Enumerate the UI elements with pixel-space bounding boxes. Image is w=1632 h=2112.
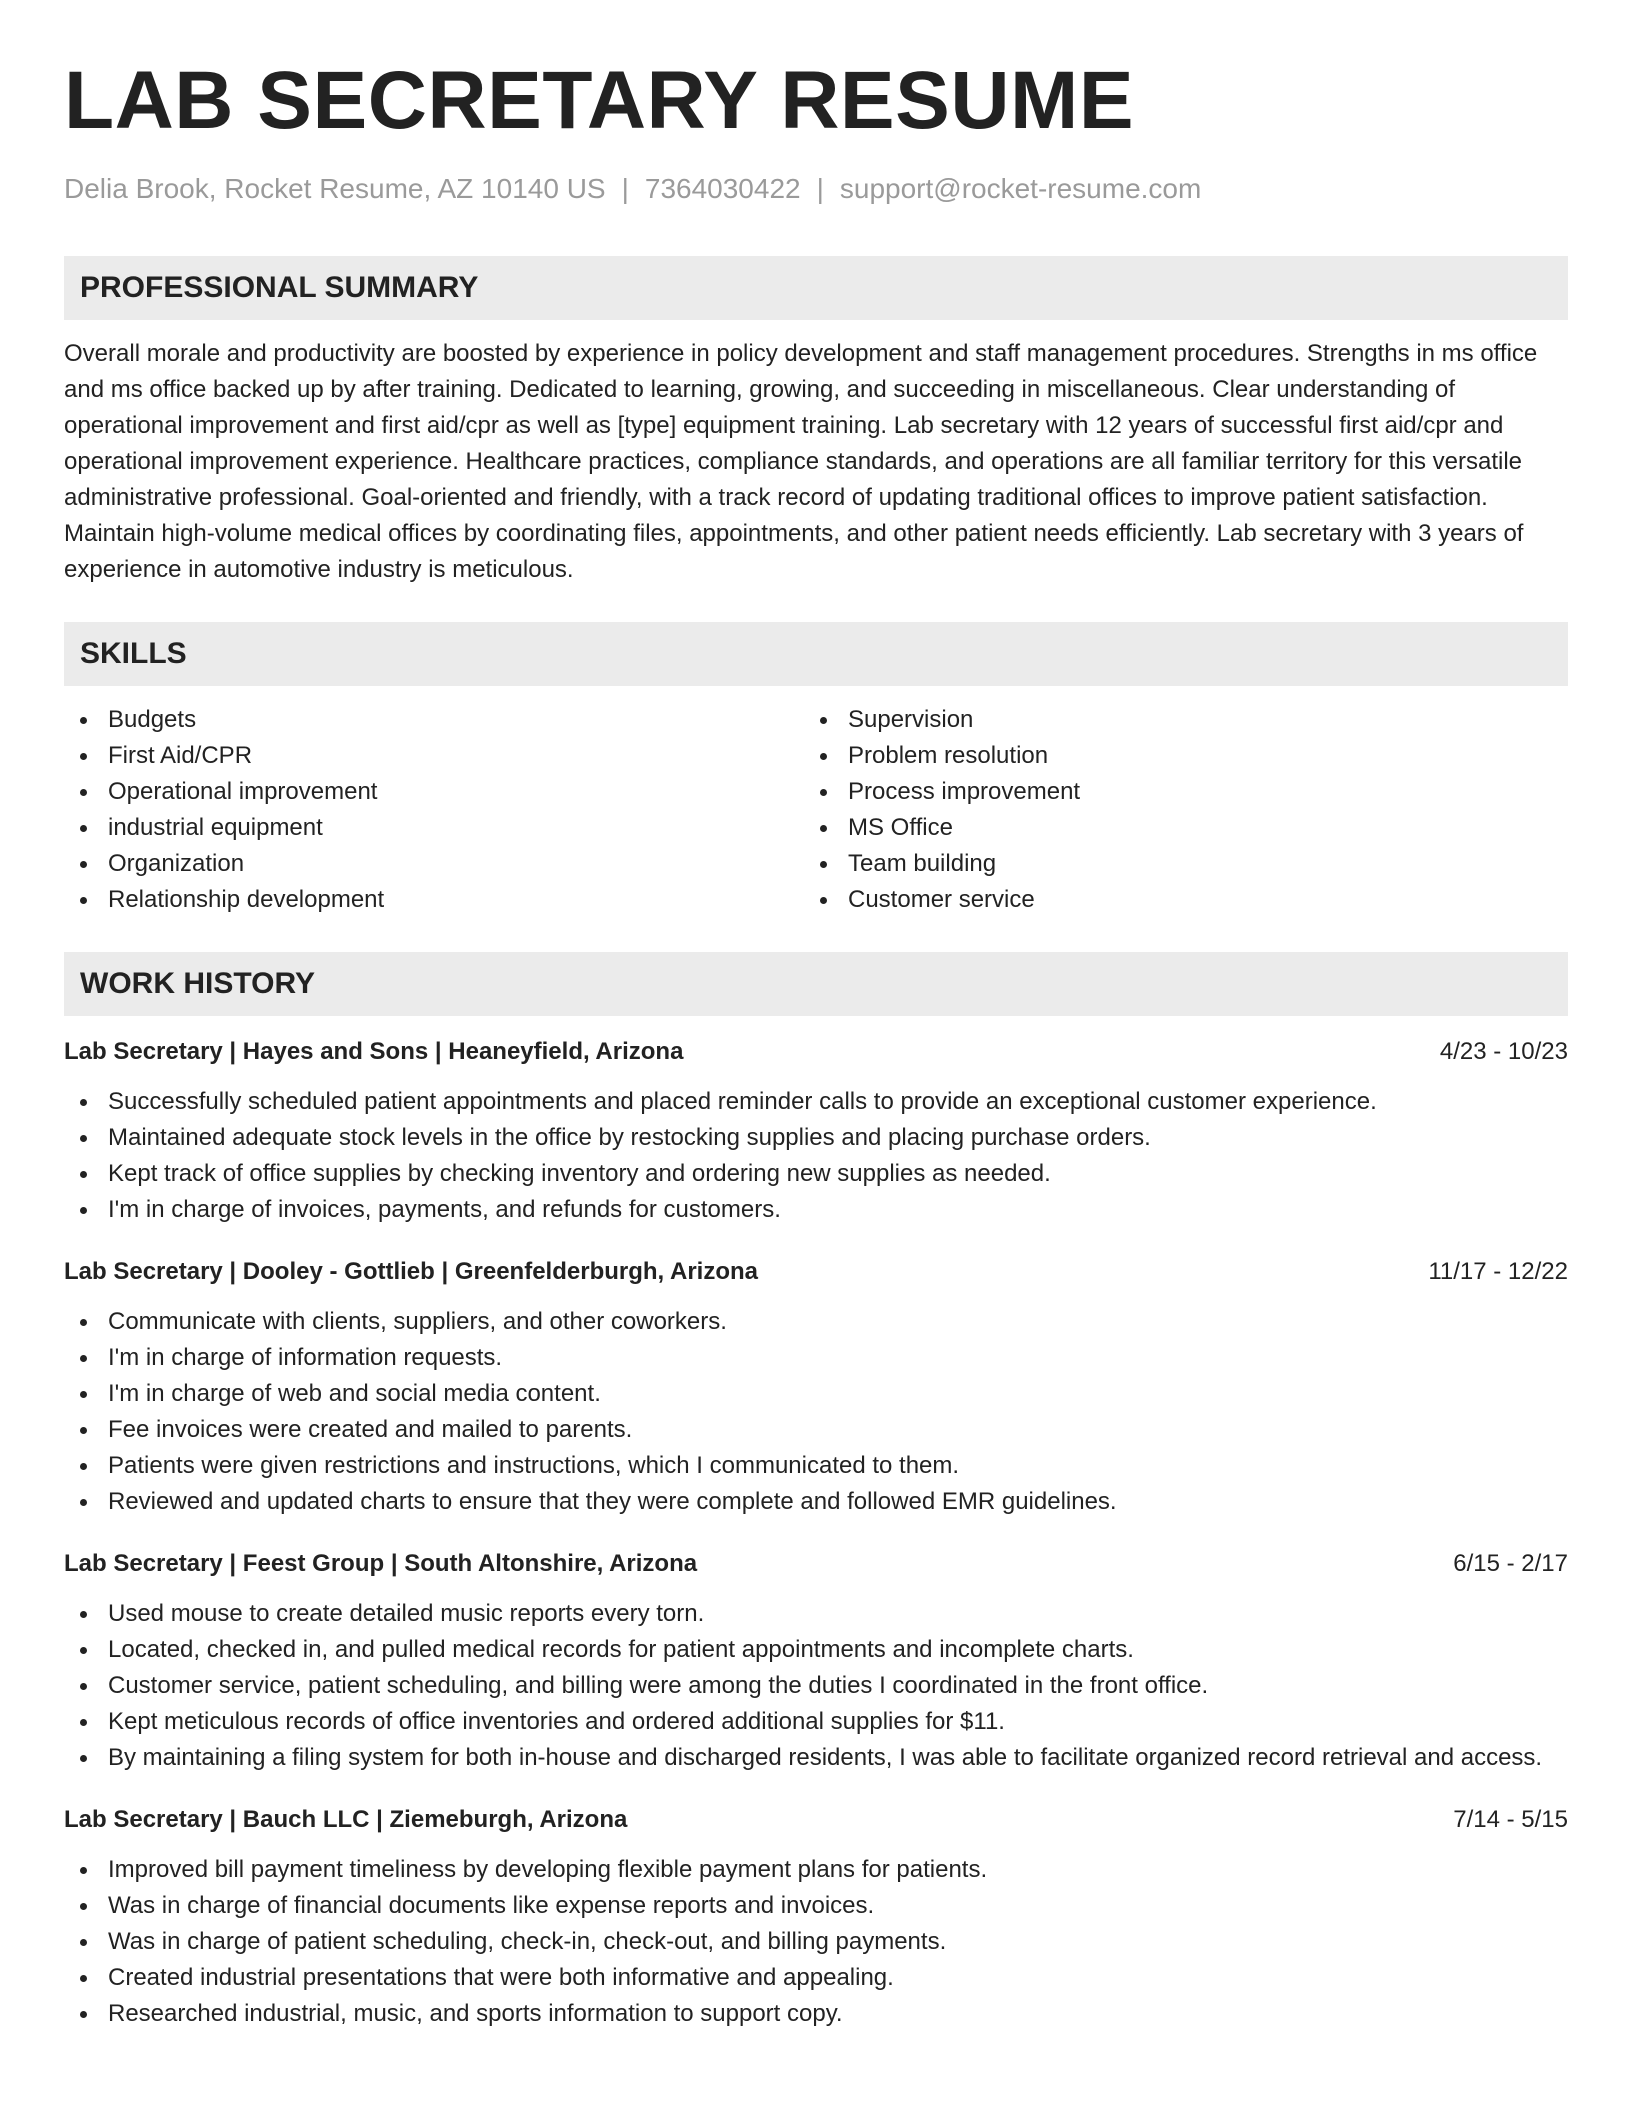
skill-item: Process improvement [804,774,1544,810]
skills-list-left [64,702,804,918]
job-title: Lab Secretary | Feest Group | South Altonshire, Arizona [64,1549,698,1577]
contact-phone: 7364030422 [644,173,801,204]
job-duties-list [64,1304,1568,1520]
skill-item: Budgets [64,702,804,738]
job-duty-item: Patients were given restrictions and instructions, which I communicated to them. [64,1448,1568,1484]
job-duty-item: Customer service, patient scheduling, and billing were among the duties I coordinated in the front office. [64,1668,1568,1704]
resume-title: LAB SECRETARY RESUME [64,55,1135,146]
job-title: Lab Secretary | Dooley - Gottlieb | Greenfelderburgh, Arizona [64,1257,759,1285]
job-dates: 6/15 - 2/17 [1453,1549,1568,1577]
skills-column-left [64,702,804,918]
job-dates: 11/17 - 12/22 [1428,1257,1568,1285]
skill-item: Operational improvement [64,774,804,810]
job-duty-item: Located, checked in, and pulled medical records for patient appointments and incomplete charts. [64,1632,1568,1668]
contact-separator: | [816,173,824,204]
summary-text: Overall morale and productivity are boosted by experience in policy development and staff management procedures. Strengths in ms office and ms office backed up by after training. Dedicated to learning, growing, and succeeding in miscellaneous. Clear understanding of operational improvement and first aid/cpr as well as [type] equipment training. Lab secretary with 12 years of successful first aid/cpr and operational improvement experience. Healthcare practices, compliance standards, and operations are all familiar territory for this versatile administrative professional. Goal-oriented and friendly, with a track record of updating traditional offices to improve patient satisfaction. Maintain high-volume medical offices by coordinating files, appointments, and other patient needs efficiently. Lab secretary with 3 years of experience in automotive industry is meticulous. [64,339,1538,583]
skill-item: Relationship development [64,882,804,918]
contact-line [64,172,1568,206]
job-duty-item: Used mouse to create detailed music reports every torn. [64,1596,1568,1632]
skills-list-right [804,702,1544,918]
job-duty-item: I'm in charge of web and social media content. [64,1376,1568,1412]
job-duties-list [64,1596,1568,1776]
job-duty-item: I'm in charge of information requests. [64,1340,1568,1376]
job-duty-item: By maintaining a filing system for both in-house and discharged residents, I was able to facilitate organized record retrieval and access. [64,1740,1568,1776]
section-header-summary: PROFESSIONAL SUMMARY [64,256,1568,320]
job-duty-item: Communicate with clients, suppliers, and other coworkers. [64,1304,1568,1340]
contact-address: Delia Brook, Rocket Resume, AZ 10140 US [64,173,606,204]
job-dates: 7/14 - 5/15 [1453,1805,1568,1833]
job-header [64,1548,1568,1580]
job-duty-item: Was in charge of financial documents like expense reports and invoices. [64,1888,1568,1924]
skills-grid [64,702,1568,918]
section-header-skills: SKILLS [64,622,1568,686]
job-header [64,1804,1568,1836]
job-duty-item: Created industrial presentations that were both informative and appealing. [64,1960,1568,1996]
job-entry [64,1256,1568,1520]
job-duty-item: Kept track of office supplies by checking inventory and ordering new supplies as needed. [64,1156,1568,1192]
skill-item: Customer service [804,882,1544,918]
job-duty-item: Was in charge of patient scheduling, check-in, check-out, and billing payments. [64,1924,1568,1960]
job-duties-list [64,1084,1568,1228]
job-header [64,1036,1568,1068]
section-header-work-history: WORK HISTORY [64,952,1568,1016]
job-duty-item: Fee invoices were created and mailed to parents. [64,1412,1568,1448]
skill-item: Problem resolution [804,738,1544,774]
job-duty-item: Reviewed and updated charts to ensure that they were complete and followed EMR guidelines. [64,1484,1568,1520]
job-title: Lab Secretary | Bauch LLC | Ziemeburgh, Arizona [64,1805,628,1833]
work-history-list [64,1036,1568,2032]
job-duty-item: Improved bill payment timeliness by developing flexible payment plans for patients. [64,1852,1568,1888]
job-dates: 4/23 - 10/23 [1439,1037,1568,1065]
job-duties-list [64,1852,1568,2032]
job-entry [64,1548,1568,1776]
job-header [64,1256,1568,1288]
job-duty-item: Kept meticulous records of office inventories and ordered additional supplies for $11. [64,1704,1568,1740]
skill-item: Supervision [804,702,1544,738]
skills-column-right [804,702,1544,918]
job-duty-item: I'm in charge of invoices, payments, and refunds for customers. [64,1192,1568,1228]
job-entry [64,1036,1568,1228]
job-entry [64,1804,1568,2032]
contact-email: support@rocket-resume.com [839,173,1202,204]
job-duty-item: Researched industrial, music, and sports information to support copy. [64,1996,1568,2032]
skill-item: industrial equipment [64,810,804,846]
job-duty-item: Maintained adequate stock levels in the office by restocking supplies and placing purchase orders. [64,1120,1568,1156]
skill-item: MS Office [804,810,1544,846]
job-duty-item: Successfully scheduled patient appointments and placed reminder calls to provide an exceptional customer experience. [64,1084,1568,1120]
contact-separator: | [621,173,629,204]
skill-item: First Aid/CPR [64,738,804,774]
skill-item: Team building [804,846,1544,882]
skill-item: Organization [64,846,804,882]
job-title: Lab Secretary | Hayes and Sons | Heaneyfield, Arizona [64,1037,684,1065]
